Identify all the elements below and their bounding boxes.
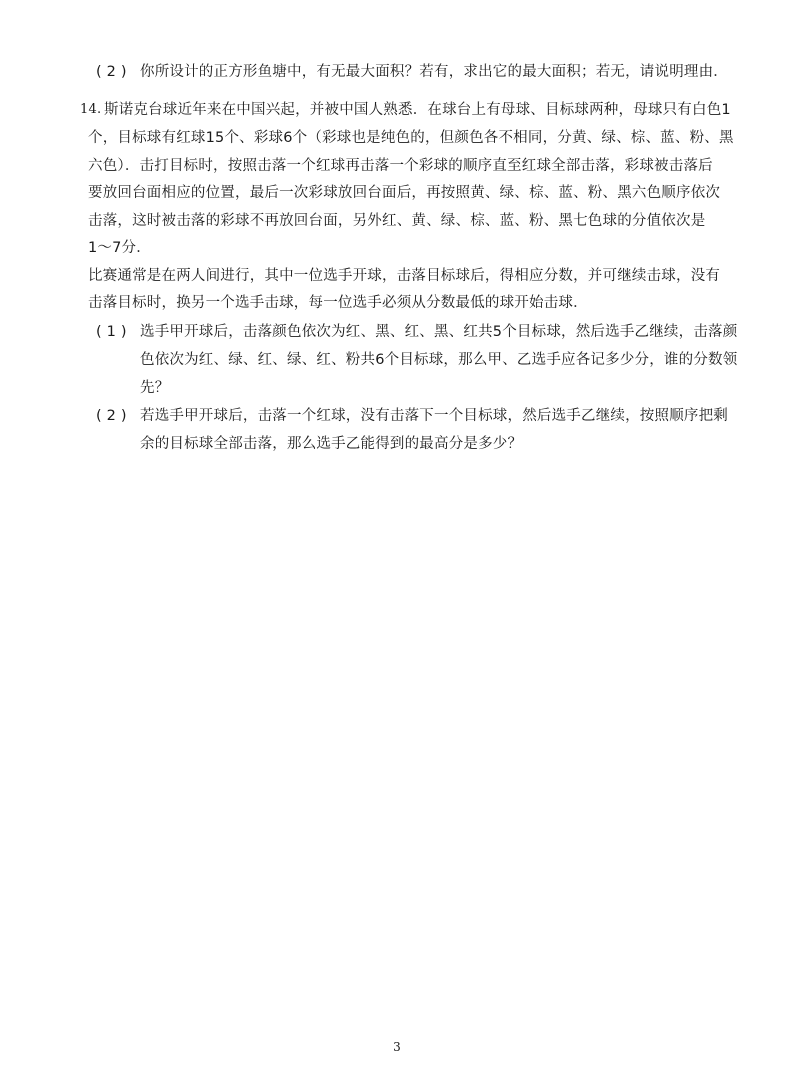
q14-part1-line-1: 选手甲开球后，击落颜色依次为红、黑、红、黑、红共5个目标球，然后选手乙继续，击落颜 — [140, 324, 738, 340]
q14-line-4: 要放回台面相应的位置，最后一次彩球放回台面后，再按照黄、绿、棕、蓝、粉、黑六色顺序依次 — [88, 185, 721, 201]
q14-part2-line-1: 若选手甲开球后，击落一个红球，没有击落下一个目标球，然后选手乙继续，按照顺序把剩 — [140, 408, 728, 424]
page-number: 3 — [393, 1040, 401, 1054]
q14-line-2: 个，目标球有红球15个、彩球6个（彩球也是纯色的，但颜色各不相同，分黄、绿、棕、蓝、粉、黑 — [88, 130, 734, 146]
prev-part2-marker: ( 2 ) — [96, 64, 127, 80]
q14-part1-line-3: 先？ — [140, 380, 170, 396]
q14-line-6: 1～7分． — [88, 240, 151, 256]
question-number: 14. — [80, 102, 102, 117]
q14-part1-line-2: 色依次为红、绿、红、绿、红、粉共6个目标球，那么甲、乙选手应各记多少分，谁的分数领 — [140, 352, 738, 368]
prev-part2-text: 你所设计的正方形鱼塘中，有无最大面积？若有，求出它的最大面积；若无，请说明理由． — [140, 64, 728, 80]
q14-line-3: 六色）．击打目标时，按照击落一个红球再击落一个彩球的顺序直至红球全部击落，彩球被击落后 — [88, 158, 713, 174]
q14-line-1: 斯诺克台球近年来在中国兴起，并被中国人熟悉．在球台上有母球、目标球两种，母球只有白色1 — [104, 102, 731, 118]
q14-part1-marker: ( 1 ) — [96, 324, 127, 340]
q14-line-5: 击落，这时被击落的彩球不再放回台面，另外红、黄、绿、棕、蓝、粉、黑七色球的分值依次是 — [88, 213, 706, 229]
q14-part2-marker: ( 2 ) — [96, 408, 127, 424]
q14-part2-line-2: 余的目标球全部击落，那么选手乙能得到的最高分是多少？ — [140, 436, 523, 452]
q14-rule-line-1: 比赛通常是在两人间进行，其中一位选手开球，击落目标球后，得相应分数，并可继续击球，没有 — [88, 268, 721, 284]
q14-rule-line-2: 击落目标时，换另一个选手击球，每一位选手必须从分数最低的球开始击球． — [88, 295, 588, 311]
